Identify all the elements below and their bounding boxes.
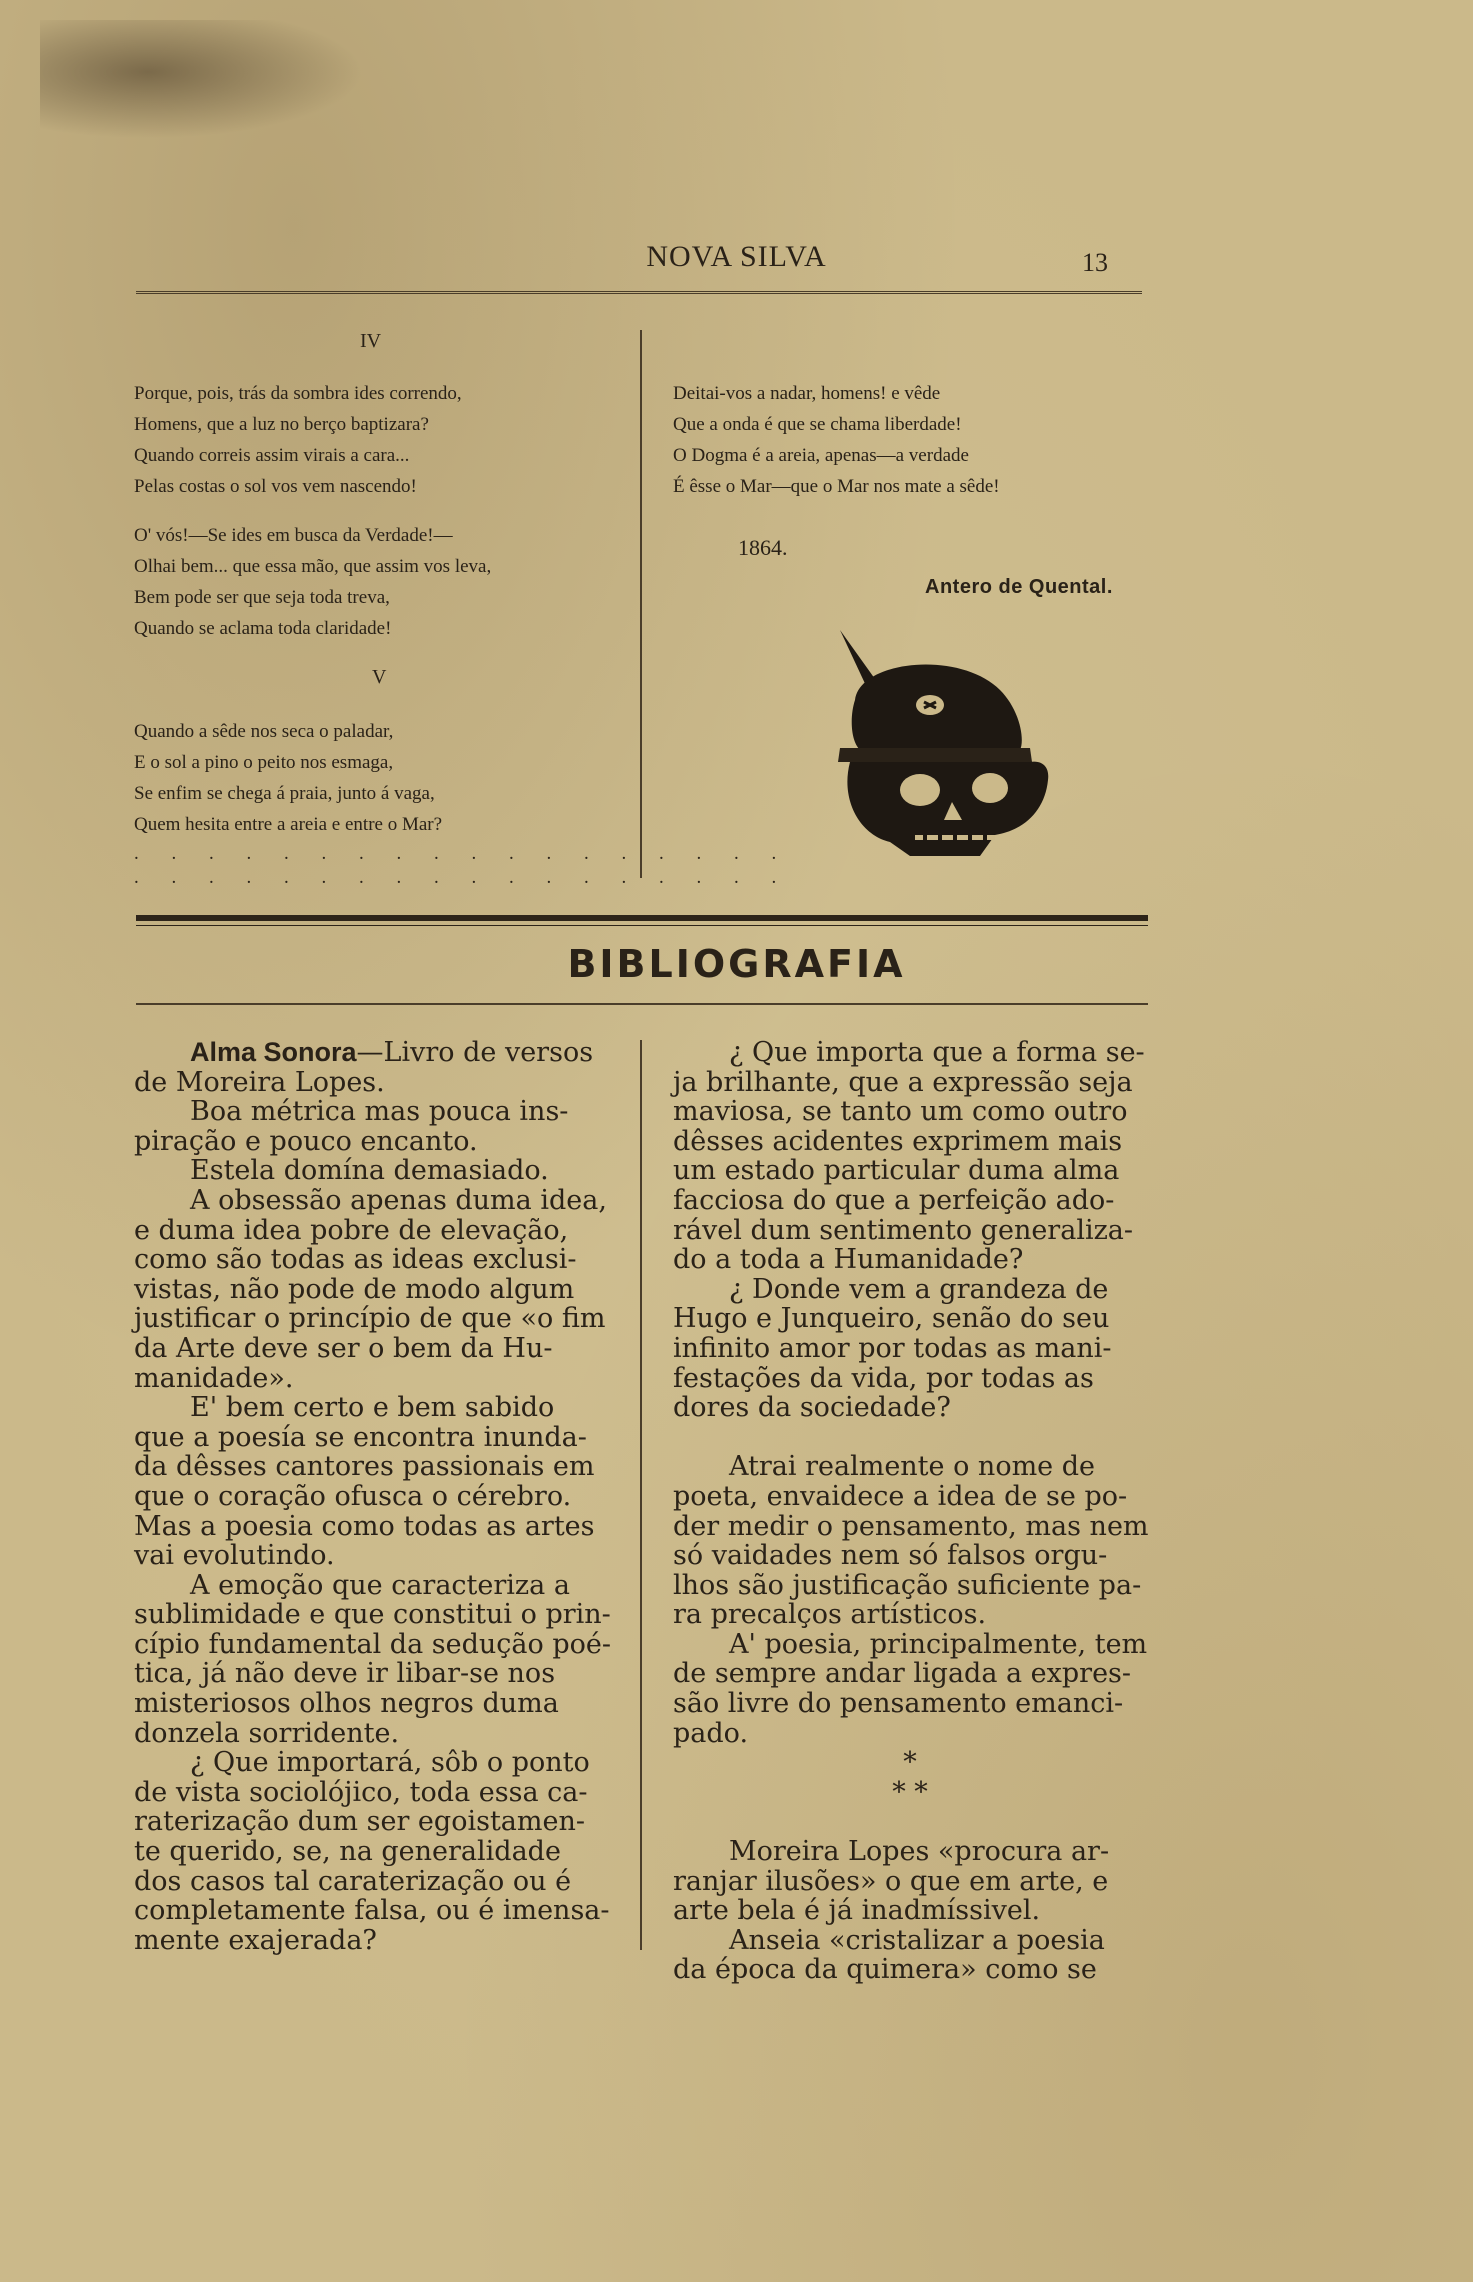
poem-stanza-right bbox=[673, 378, 1000, 502]
text-line: que o coração ofusca o cérebro. bbox=[134, 1480, 572, 1512]
text-line: ranjar ilusões» o que em arte, e bbox=[673, 1865, 1109, 1897]
column-separator bbox=[640, 1040, 642, 1950]
poem-line: Homens, que a luz no berço baptizara? bbox=[134, 414, 429, 435]
text-line: de sempre andar ligada a expres- bbox=[673, 1658, 1132, 1690]
poem-line: Se enfim se chega á praia, junto á vaga, bbox=[134, 783, 435, 804]
text-line: A emoção que caracteriza a bbox=[190, 1569, 570, 1601]
bibliography-title-rule bbox=[136, 1003, 1148, 1005]
bibliography-right-column bbox=[673, 1038, 1147, 1985]
text-line: mente exajerada? bbox=[134, 1924, 377, 1956]
page-number: 13 bbox=[1082, 248, 1108, 277]
text-line: tica, já não deve ir libar-se nos bbox=[134, 1658, 556, 1690]
text-line: Anseia «cristalizar a poesia bbox=[729, 1924, 1105, 1956]
text-line: do a toda a Humanidade? bbox=[673, 1244, 1024, 1276]
bibliography-left-column bbox=[134, 1037, 611, 1956]
text-line: Estela domína demasiado. bbox=[190, 1155, 549, 1187]
text-line: ¿ Que importará, sôb o ponto bbox=[190, 1747, 590, 1779]
text-line: poeta, envaidece a idea de se po- bbox=[673, 1480, 1128, 1512]
section-divider-thick bbox=[136, 915, 1148, 921]
poem-line: Quando se aclama toda claridade! bbox=[134, 618, 392, 639]
text-line: der medir o pensamento, mas nem bbox=[673, 1510, 1149, 1542]
text-span: —Livro de versos bbox=[356, 1037, 594, 1068]
poem-line: Quando correis assim virais a cara... bbox=[134, 445, 410, 466]
poem-line: O Dogma é a areia, apenas—a verdade bbox=[673, 445, 969, 466]
poem-line: Bem pode ser que seja toda treva, bbox=[134, 587, 390, 608]
poem-line: Que a onda é que se chama liberdade! bbox=[673, 414, 962, 435]
text-line: festações da vida, por todas as bbox=[673, 1362, 1094, 1394]
poem-line: Quando a sêde nos seca o paladar, bbox=[134, 721, 394, 742]
text-line: ja brilhante, que a expressão seja bbox=[673, 1066, 1133, 1098]
text-line: de Moreira Lopes. bbox=[134, 1066, 385, 1098]
poem-signature: Antero de Quental. bbox=[925, 576, 1113, 598]
text-line: dos casos tal caraterização ou é bbox=[134, 1865, 572, 1897]
text-line: raterização dum ser egoistamen- bbox=[134, 1806, 585, 1838]
text-line: E' bem certo e bem sabido bbox=[190, 1392, 555, 1424]
text-line: completamente falsa, ou é imensa- bbox=[134, 1895, 610, 1927]
text-line: são livre do pensamento emanci- bbox=[673, 1688, 1124, 1720]
text-line: * bbox=[903, 1747, 917, 1779]
text-line: misteriosos olhos negros duma bbox=[134, 1688, 559, 1720]
text-line: facciosa do que a perfeição ado- bbox=[673, 1184, 1115, 1216]
poem-stanza-3 bbox=[134, 716, 442, 840]
text-line bbox=[134, 1038, 608, 1068]
text-line: e duma idea pobre de elevação, bbox=[134, 1214, 569, 1246]
bibliography-title: BIBLIOGRAFIA bbox=[567, 942, 906, 986]
text-line: da dêsses cantores passionais em bbox=[134, 1451, 595, 1483]
text-line: Moreira Lopes «procura ar- bbox=[729, 1836, 1110, 1868]
text-line: Boa métrica mas pouca ins- bbox=[190, 1096, 569, 1128]
poem-line: E o sol a pino o peito nos esmaga, bbox=[134, 752, 394, 773]
text-line: só vaidades nem só falsos orgu- bbox=[673, 1540, 1108, 1572]
page-header-title: NOVA SILVA bbox=[646, 240, 827, 273]
text-line: Atrai realmente o nome de bbox=[729, 1451, 1096, 1483]
ellipsis-row: . . . . . . . . . . . . . . . . . . bbox=[134, 867, 791, 888]
section-numeral-iv: IV bbox=[360, 330, 382, 352]
poem-line: O' vós!—Se ides em busca da Verdade!— bbox=[134, 525, 453, 546]
section-divider-thin bbox=[136, 925, 1148, 926]
text-line: te querido, se, na generalidade bbox=[134, 1836, 561, 1868]
text-line: A obsessão apenas duma idea, bbox=[190, 1184, 607, 1216]
text-line: * * bbox=[892, 1776, 928, 1808]
poem-line: Deitai-vos a nadar, homens! e vêde bbox=[673, 383, 941, 404]
skull-helmet-illustration bbox=[820, 630, 1080, 860]
text-line: como são todas as ideas exclusi- bbox=[134, 1244, 577, 1276]
poem-line: Olhai bem... que essa mão, que assim vos leva, bbox=[134, 556, 492, 577]
text-line: ¿ Que importa que a forma se- bbox=[729, 1037, 1145, 1068]
text-line: justificar o princípio de que «o fim bbox=[134, 1303, 606, 1335]
text-line: que a poesía se encontra inunda- bbox=[134, 1421, 587, 1453]
text-line bbox=[673, 1807, 1147, 1837]
poem-line: Porque, pois, trás da sombra ides correndo, bbox=[134, 383, 462, 404]
text-line: maviosa, se tanto um como outro bbox=[673, 1096, 1128, 1128]
book-title: Alma Sonora bbox=[190, 1037, 357, 1067]
text-line: da época da quimera» como se bbox=[673, 1954, 1097, 1986]
text-line bbox=[673, 1423, 1147, 1453]
text-line: arte bela é já inadmíssivel. bbox=[673, 1895, 1041, 1927]
text-line: Mas a poesia como todas as artes bbox=[134, 1510, 595, 1542]
text-line: ra precalços artísticos. bbox=[673, 1599, 987, 1631]
text-line: vai evolutindo. bbox=[134, 1540, 335, 1572]
column-separator bbox=[640, 330, 642, 878]
header-rule bbox=[136, 291, 1142, 294]
poem-year: 1864. bbox=[738, 535, 788, 560]
text-line: vistas, não pode de modo algum bbox=[134, 1273, 575, 1305]
text-line: manidade». bbox=[134, 1362, 294, 1394]
text-line: da Arte deve ser o bem da Hu- bbox=[134, 1332, 553, 1364]
text-line: sublimidade e que constitui o prin- bbox=[134, 1599, 611, 1631]
text-line: A' poesia, principalmente, tem bbox=[729, 1628, 1148, 1660]
text-line: ¿ Donde vem a grandeza de bbox=[729, 1273, 1109, 1305]
poem-line: É êsse o Mar—que o Mar nos mate a sêde! bbox=[673, 476, 1000, 497]
poem-line: Pelas costas o sol vos vem nascendo! bbox=[134, 476, 417, 497]
text-line: de vista sociolójico, toda essa ca- bbox=[134, 1776, 588, 1808]
text-line: lhos são justificação suficiente pa- bbox=[673, 1569, 1142, 1601]
text-line: dêsses acidentes exprimem mais bbox=[673, 1125, 1123, 1157]
poem-stanza-2 bbox=[134, 520, 491, 644]
ellipsis-row: . . . . . . . . . . . . . . . . . . bbox=[134, 843, 791, 864]
poem-line: Quem hesita entre a areia e entre o Mar? bbox=[134, 814, 443, 835]
text-line: pado. bbox=[673, 1717, 749, 1749]
text-line: donzela sorridente. bbox=[134, 1717, 400, 1749]
text-line: um estado particular duma alma bbox=[673, 1155, 1120, 1187]
text-line: infinito amor por todas as mani- bbox=[673, 1332, 1112, 1364]
text-line: dores da sociedade? bbox=[673, 1392, 951, 1424]
poem-stanza-1 bbox=[134, 378, 462, 502]
section-numeral-v: V bbox=[372, 666, 387, 688]
text-line: rável dum sentimento generaliza- bbox=[673, 1214, 1134, 1246]
text-line: Hugo e Junqueiro, senão do seu bbox=[673, 1303, 1110, 1335]
text-line: piração e pouco encanto. bbox=[134, 1125, 478, 1157]
text-line: cípio fundamental da sedução poé- bbox=[134, 1628, 611, 1660]
paper-stain bbox=[40, 20, 400, 150]
